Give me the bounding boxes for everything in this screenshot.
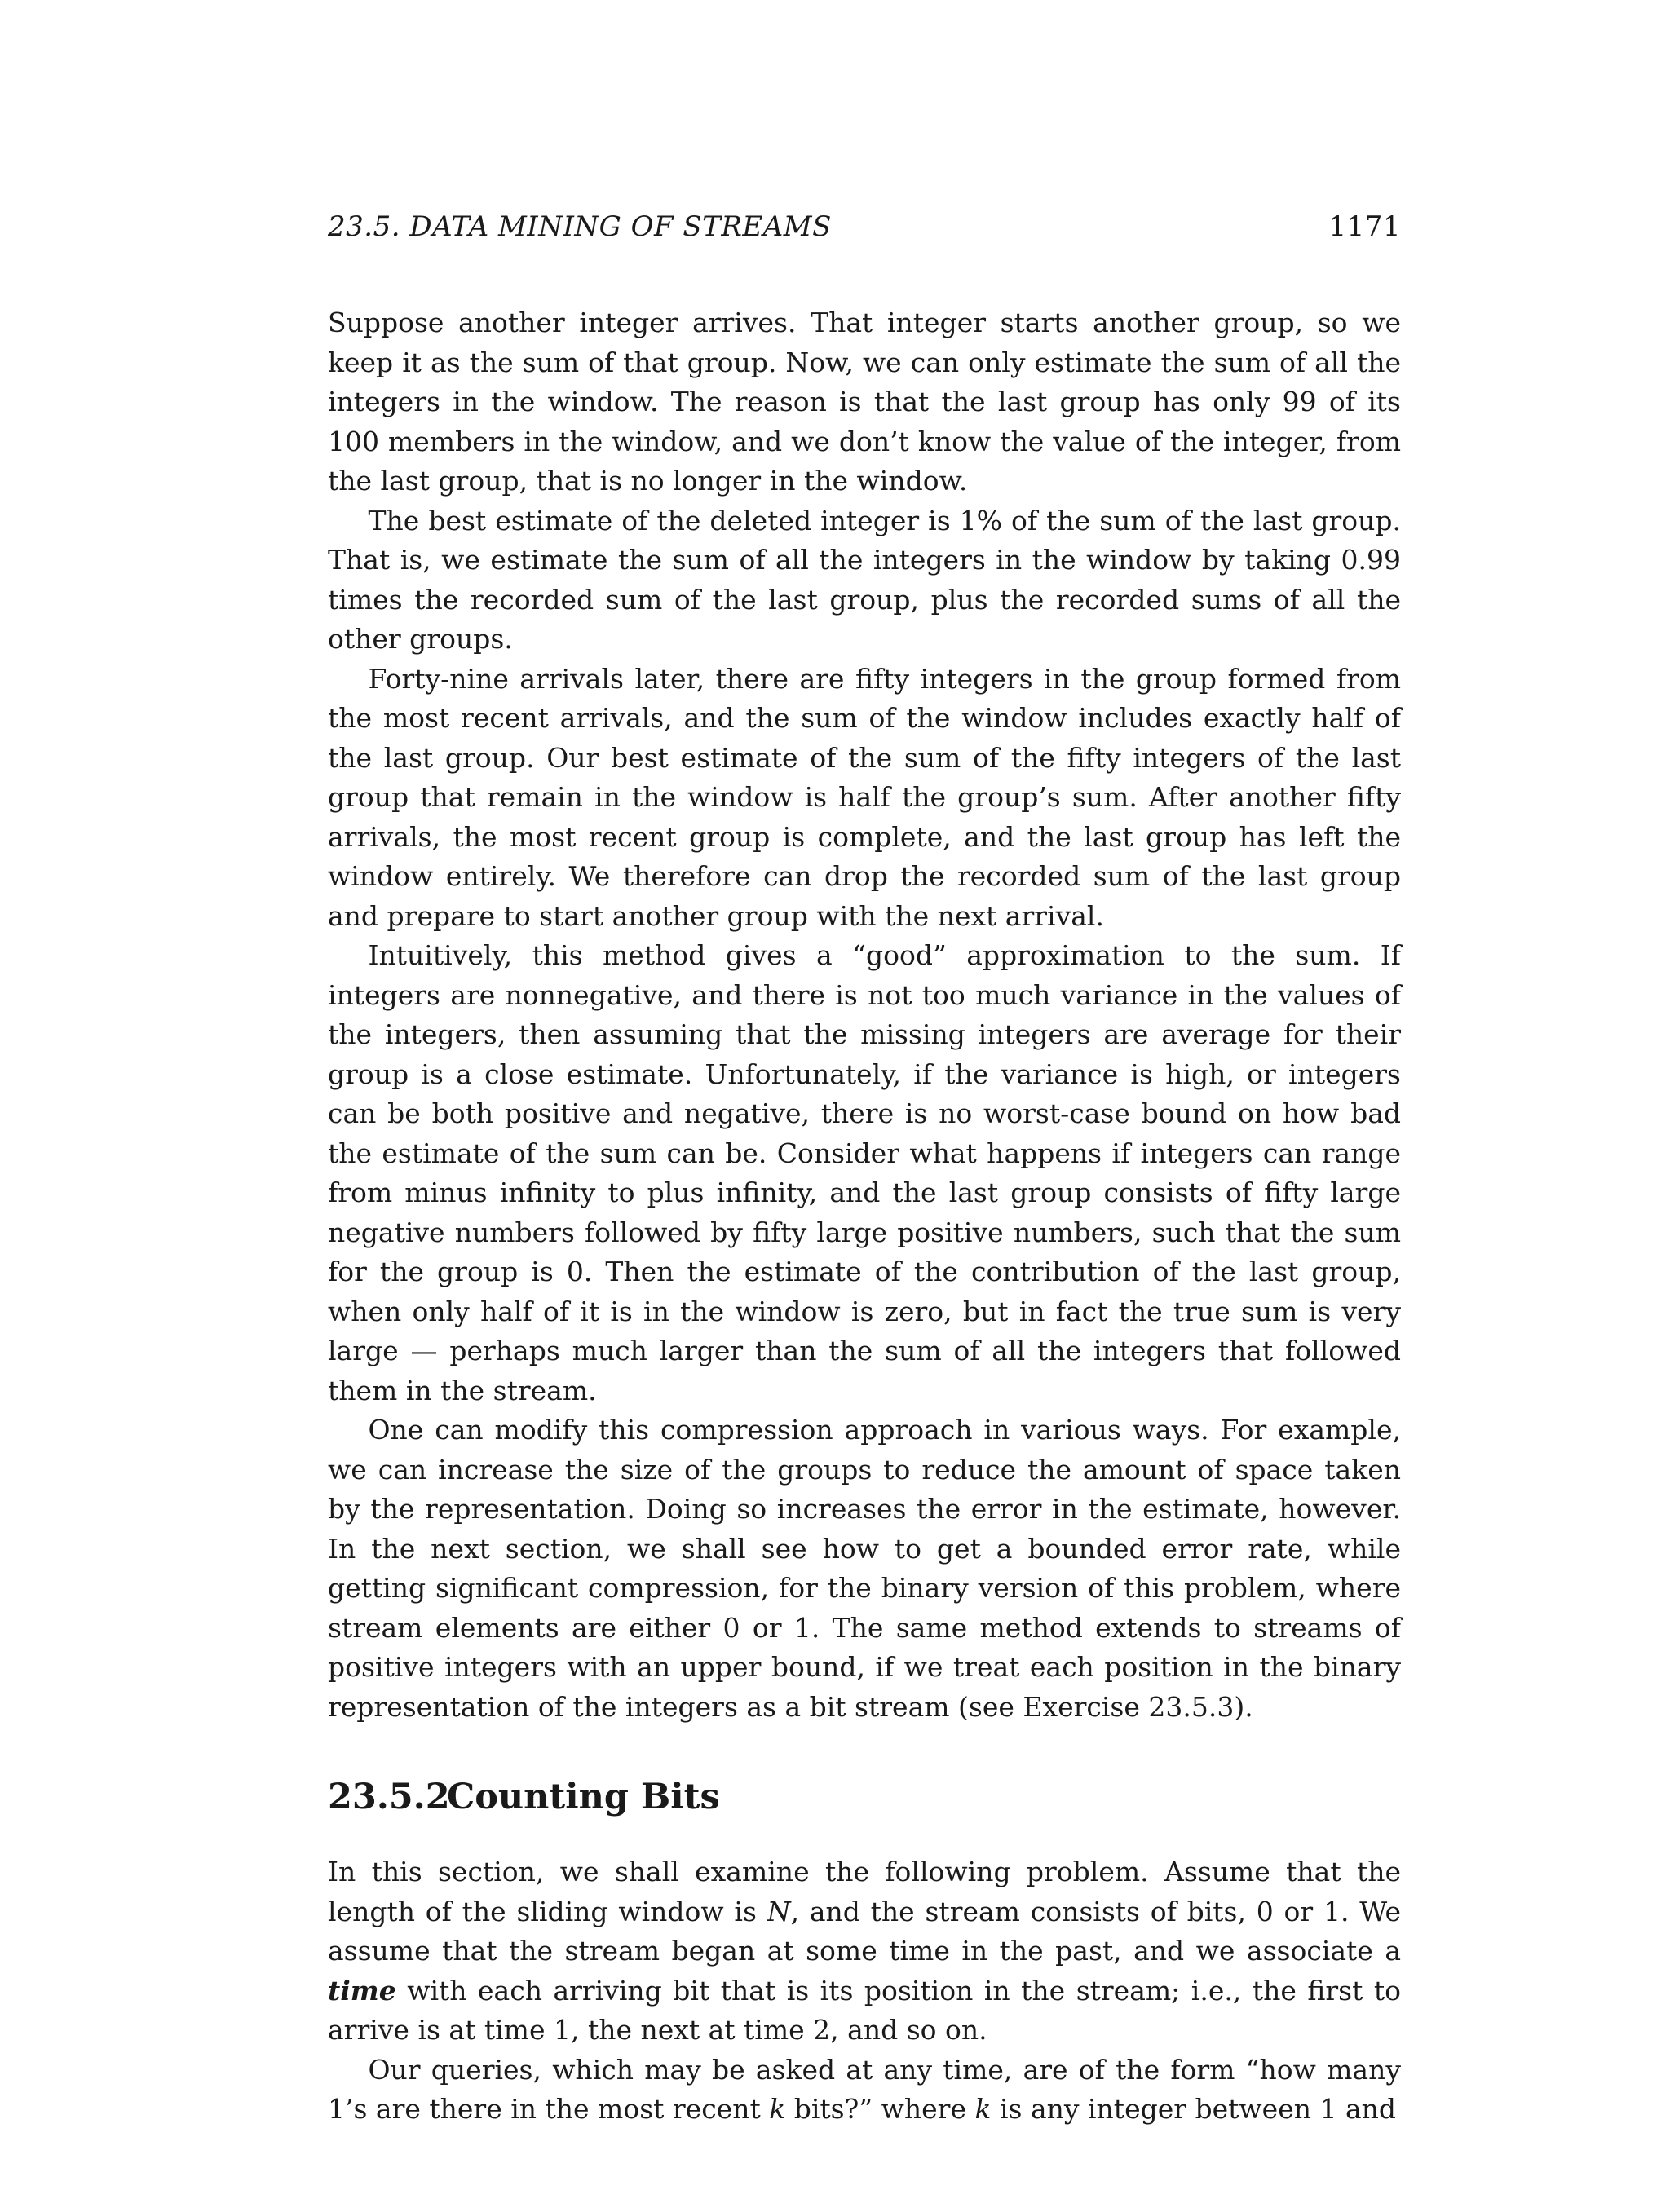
section-heading: [328, 1774, 1401, 1820]
section-p1-text-c: with each arriving bit that is its position in the stream; i.e., the first to arrive is at time 1, the next at time 2, and so on.: [328, 1974, 1401, 2046]
body-text: [328, 303, 1401, 2130]
paragraph-1: Suppose another integer arrives. That integer starts another group, so we keep it as the sum of that group. Now, we can only estimate the sum of all the integers in the window. The reason is that the last group has only 99 of its 100 members in the window, and we don’t know the value of the integer, from the last group, that is no longer in the window.: [328, 307, 1401, 497]
math-variable-k-second: k: [974, 2093, 992, 2125]
page-number: 1171: [1328, 210, 1401, 243]
section-p2-text-c: is any integer between 1 and: [991, 2093, 1397, 2125]
section-paragraph-2: [328, 2051, 1401, 2130]
section-p2-text-b: bits?” where: [785, 2093, 975, 2125]
math-variable-N: N: [767, 1895, 791, 1927]
section-p2-text-a: Our queries, which may be asked at any time, are of the form “how many 1’s are there in the most recent: [328, 2053, 1401, 2125]
paragraph-2: The best estimate of the deleted integer is 1% of the sum of the last group. That is, we estimate the sum of all the integers in the window by taking 0.99 times the recorded sum of the last group, plus the recorded sums of all the other groups.: [328, 504, 1401, 655]
paragraph-4: Intuitively, this method gives a “good” approximation to the sum. If integers are nonnegative, and there is not too much variance in the values of the integers, then assuming that the missing integers are average for their group is a close estimate. Unfortunately, if the variance is high, or integers can be both positive and negative, there is no worst-case bound on how bad the estimate of the sum can be. Consider what happens if integers can range from minus infinity to plus infinity, and the last group consists of fifty large negative numbers followed by fifty large positive numbers, such that the sum for the group is 0. Then the estimate of the contribution of the last group, when only half of it is in the window is zero, but in fact the true sum is very large — perhaps much larger than the sum of all the integers that followed them in the stream.: [328, 939, 1401, 1406]
section-p1-text-a: In this section, we shall examine the following problem. Assume that the length of the sliding window is: [328, 1856, 1401, 1927]
math-variable-k: k: [769, 2093, 786, 2125]
paragraph-3: Forty-nine arrivals later, there are fifty integers in the group formed from the most recent arrivals, and the sum of the window includes exactly half of the last group. Our best estimate of the sum of the fifty integers of the last group that remain in the window is half the group’s sum. After another fifty arrivals, the most recent group is complete, and the last group has left the window entirely. We therefore can drop the recorded sum of the last group and prepare to start another group with the next arrival.: [328, 662, 1401, 932]
running-head-title: 23.5. DATA MINING OF STREAMS: [328, 210, 832, 243]
section-number: 23.5.2: [328, 1777, 450, 1817]
paragraph-5: One can modify this compression approach in various ways. For example, we can increase the size of the groups to reduce the amount of space taken by the representation. Doing so increases the error in the estimate, however. In the next section, we shall see how to get a bounded error rate, while getting significant compression, for the binary version of this problem, where stream elements are either 0 or 1. The same method extends to streams of positive integers with an upper bound, if we treat each position in the binary representation of the integers as a bit stream (see Exercise 23.5.3).: [328, 1414, 1401, 1723]
emphasis-time: time: [328, 1974, 396, 2007]
section-paragraph-1: [328, 1852, 1401, 2051]
running-head: [328, 210, 1401, 259]
section-p1-text-b: , and the stream consists of bits, 0 or 1. We assume that the stream began at some time in the past, and we associate a: [328, 1895, 1401, 1967]
section-title: Counting Bits: [447, 1777, 720, 1817]
